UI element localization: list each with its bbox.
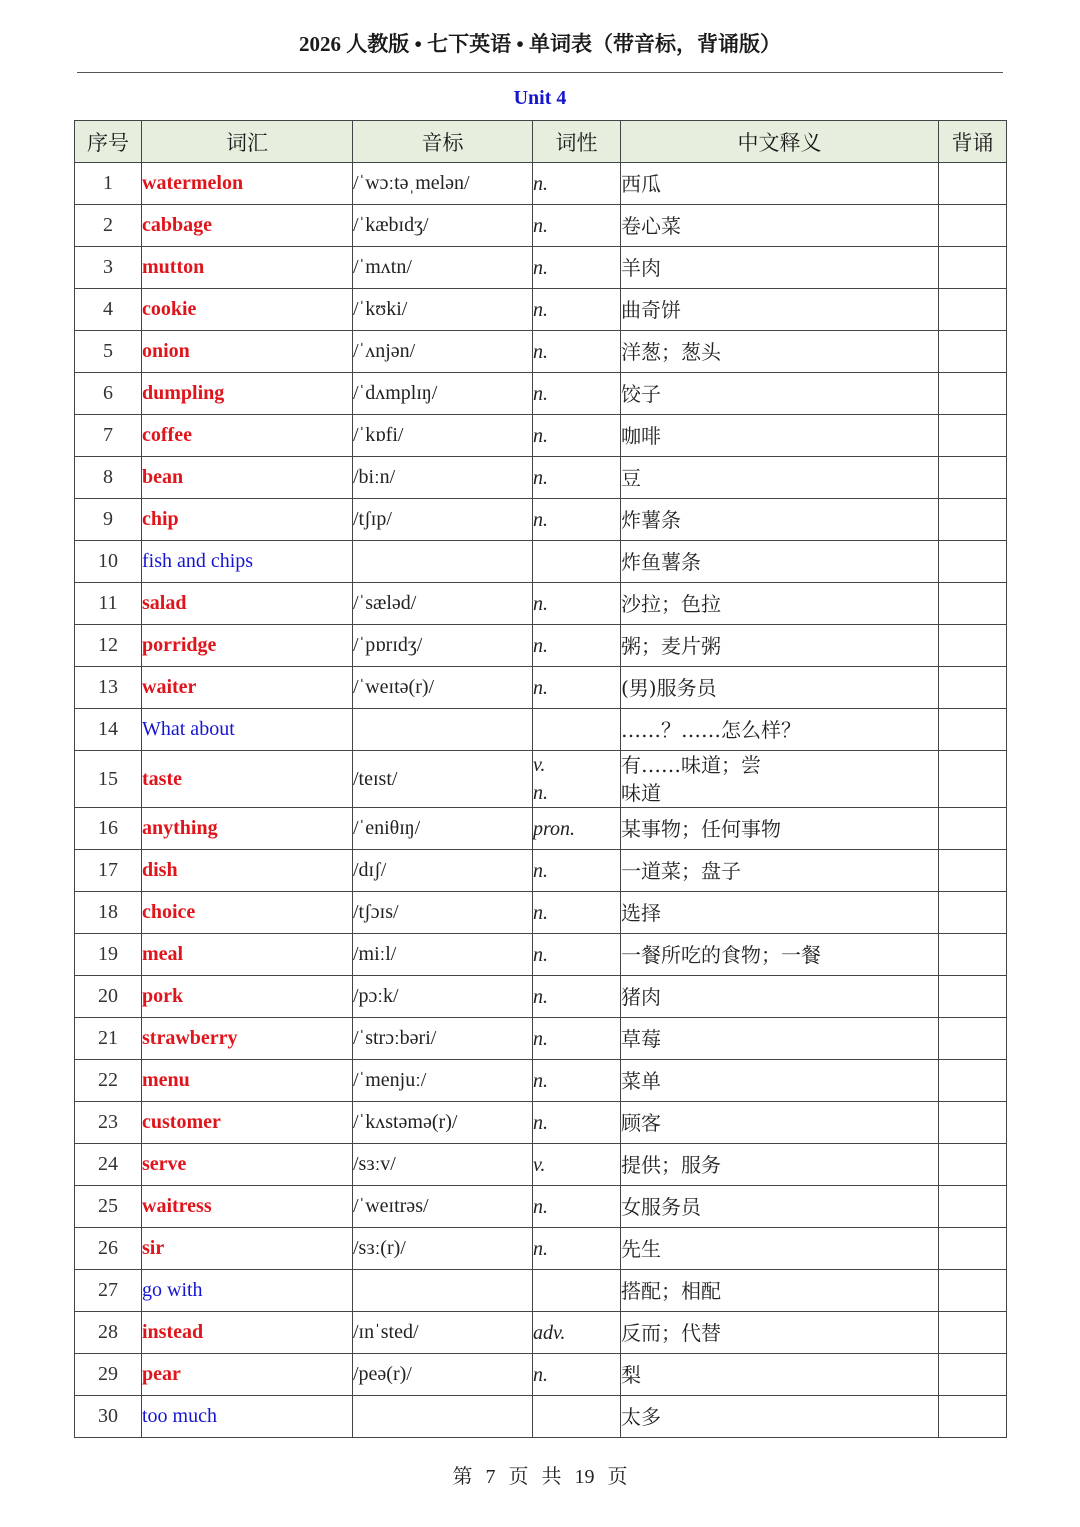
word-text: pork bbox=[142, 976, 353, 1018]
word-text: sir bbox=[142, 1228, 353, 1270]
word-phonetic: /teɪst/ bbox=[353, 751, 533, 808]
recite-checkbox-cell bbox=[939, 415, 1007, 457]
word-text: mutton bbox=[142, 247, 353, 289]
word-chinese-meaning: 卷心菜 bbox=[621, 205, 939, 247]
word-chinese-meaning: 曲奇饼 bbox=[621, 289, 939, 331]
word-part-of-speech: n. bbox=[533, 850, 621, 892]
table-row bbox=[75, 247, 1007, 289]
word-phonetic: /peə(r)/ bbox=[353, 1354, 533, 1396]
word-part-of-speech: n. bbox=[533, 934, 621, 976]
word-text: onion bbox=[142, 331, 353, 373]
word-number: 25 bbox=[75, 1186, 142, 1228]
word-part-of-speech: n. bbox=[533, 205, 621, 247]
word-number: 7 bbox=[75, 415, 142, 457]
word-part-of-speech: n. bbox=[533, 976, 621, 1018]
recite-checkbox-cell bbox=[939, 163, 1007, 205]
word-phonetic: /sɜːv/ bbox=[353, 1144, 533, 1186]
word-part-of-speech bbox=[533, 1270, 621, 1312]
word-number: 14 bbox=[75, 709, 142, 751]
recite-checkbox-cell bbox=[939, 541, 1007, 583]
word-phonetic: /tʃɔɪs/ bbox=[353, 892, 533, 934]
document-header-title: 2026 人教版 • 七下英语 • 单词表（带音标，背诵版） bbox=[299, 32, 781, 56]
recite-checkbox-cell bbox=[939, 1144, 1007, 1186]
word-text: dish bbox=[142, 850, 353, 892]
word-part-of-speech: n. bbox=[533, 1228, 621, 1270]
word-text: meal bbox=[142, 934, 353, 976]
recite-checkbox-cell bbox=[939, 1060, 1007, 1102]
word-phonetic bbox=[353, 541, 533, 583]
table-row bbox=[75, 850, 1007, 892]
table-row bbox=[75, 457, 1007, 499]
word-number: 27 bbox=[75, 1270, 142, 1312]
word-chinese-meaning: 太多 bbox=[621, 1396, 939, 1438]
table-row bbox=[75, 892, 1007, 934]
word-part-of-speech: n. bbox=[533, 1102, 621, 1144]
table-row bbox=[75, 1396, 1007, 1438]
word-number: 30 bbox=[75, 1396, 142, 1438]
word-part-of-speech: n. bbox=[533, 415, 621, 457]
table-row bbox=[75, 205, 1007, 247]
header-recite: 背诵 bbox=[939, 121, 1007, 163]
word-part-of-speech: v. bbox=[533, 1144, 621, 1186]
recite-checkbox-cell bbox=[939, 1228, 1007, 1270]
word-phonetic bbox=[353, 1396, 533, 1438]
word-number: 13 bbox=[75, 667, 142, 709]
table-row bbox=[75, 1018, 1007, 1060]
word-chinese-meaning: 菜单 bbox=[621, 1060, 939, 1102]
table-row bbox=[75, 541, 1007, 583]
word-number: 24 bbox=[75, 1144, 142, 1186]
recite-checkbox-cell bbox=[939, 1270, 1007, 1312]
word-phonetic: /biːn/ bbox=[353, 457, 533, 499]
recite-checkbox-cell bbox=[939, 667, 1007, 709]
table-row bbox=[75, 1354, 1007, 1396]
word-chinese-meaning: 一餐所吃的食物；一餐 bbox=[621, 934, 939, 976]
word-chinese-meaning: 洋葱；葱头 bbox=[621, 331, 939, 373]
word-number: 22 bbox=[75, 1060, 142, 1102]
word-number: 11 bbox=[75, 583, 142, 625]
word-phonetic bbox=[353, 1270, 533, 1312]
word-part-of-speech: n. bbox=[533, 163, 621, 205]
word-text: salad bbox=[142, 583, 353, 625]
recite-checkbox-cell bbox=[939, 850, 1007, 892]
recite-checkbox-cell bbox=[939, 331, 1007, 373]
table-row bbox=[75, 1144, 1007, 1186]
word-number: 10 bbox=[75, 541, 142, 583]
word-chinese-meaning: 先生 bbox=[621, 1228, 939, 1270]
table-row bbox=[75, 331, 1007, 373]
word-text: waitress bbox=[142, 1186, 353, 1228]
word-text: fish and chips bbox=[142, 541, 353, 583]
word-chinese-meaning: 提供；服务 bbox=[621, 1144, 939, 1186]
vocabulary-table bbox=[74, 120, 1007, 1438]
table-row bbox=[75, 1060, 1007, 1102]
word-text: menu bbox=[142, 1060, 353, 1102]
word-part-of-speech: n. bbox=[533, 1018, 621, 1060]
header-chinese-meaning: 中文释义 bbox=[621, 121, 939, 163]
word-chinese-meaning: 女服务员 bbox=[621, 1186, 939, 1228]
word-phonetic: /ˈkæbɪdʒ/ bbox=[353, 205, 533, 247]
word-phonetic bbox=[353, 709, 533, 751]
word-chinese-meaning: 搭配；相配 bbox=[621, 1270, 939, 1312]
recite-checkbox-cell bbox=[939, 976, 1007, 1018]
word-number: 28 bbox=[75, 1312, 142, 1354]
word-part-of-speech: n. bbox=[533, 1060, 621, 1102]
word-chinese-meaning: 顾客 bbox=[621, 1102, 939, 1144]
page-footer: 第 7 页 共 19 页 bbox=[452, 1466, 628, 1488]
table-row bbox=[75, 1186, 1007, 1228]
word-chinese-meaning: 粥；麦片粥 bbox=[621, 625, 939, 667]
recite-checkbox-cell bbox=[939, 289, 1007, 331]
table-body bbox=[75, 163, 1007, 1438]
word-part-of-speech: n. bbox=[533, 331, 621, 373]
word-part-of-speech bbox=[533, 541, 621, 583]
word-text: taste bbox=[142, 751, 353, 808]
recite-checkbox-cell bbox=[939, 709, 1007, 751]
word-part-of-speech: n. bbox=[533, 289, 621, 331]
recite-checkbox-cell bbox=[939, 1018, 1007, 1060]
word-chinese-meaning: 某事物；任何事物 bbox=[621, 808, 939, 850]
word-chinese-meaning: 饺子 bbox=[621, 373, 939, 415]
word-chinese-meaning: 梨 bbox=[621, 1354, 939, 1396]
header-serial-number: 序号 bbox=[75, 121, 142, 163]
recite-checkbox-cell bbox=[939, 625, 1007, 667]
word-text: go with bbox=[142, 1270, 353, 1312]
recite-checkbox-cell bbox=[939, 247, 1007, 289]
word-number: 20 bbox=[75, 976, 142, 1018]
word-number: 15 bbox=[75, 751, 142, 808]
word-chinese-meaning: 咖啡 bbox=[621, 415, 939, 457]
word-chinese-meaning: 羊肉 bbox=[621, 247, 939, 289]
table-row bbox=[75, 163, 1007, 205]
table-row bbox=[75, 934, 1007, 976]
word-chinese-meaning: 西瓜 bbox=[621, 163, 939, 205]
word-phonetic: /ˈʌnjən/ bbox=[353, 331, 533, 373]
header-phonetic: 音标 bbox=[353, 121, 533, 163]
word-chinese-meaning: 反而；代替 bbox=[621, 1312, 939, 1354]
word-text: strawberry bbox=[142, 1018, 353, 1060]
table-row bbox=[75, 667, 1007, 709]
word-chinese-meaning: 沙拉；色拉 bbox=[621, 583, 939, 625]
word-text: bean bbox=[142, 457, 353, 499]
table-row bbox=[75, 1102, 1007, 1144]
recite-checkbox-cell bbox=[939, 1186, 1007, 1228]
word-number: 29 bbox=[75, 1354, 142, 1396]
word-part-of-speech: n. bbox=[533, 667, 621, 709]
word-part-of-speech: n. bbox=[533, 499, 621, 541]
recite-checkbox-cell bbox=[939, 1396, 1007, 1438]
word-number: 6 bbox=[75, 373, 142, 415]
word-text: choice bbox=[142, 892, 353, 934]
table-row bbox=[75, 1270, 1007, 1312]
table-row bbox=[75, 751, 1007, 808]
recite-checkbox-cell bbox=[939, 499, 1007, 541]
word-number: 4 bbox=[75, 289, 142, 331]
table-row bbox=[75, 289, 1007, 331]
word-number: 12 bbox=[75, 625, 142, 667]
word-part-of-speech: n. bbox=[533, 625, 621, 667]
word-part-of-speech: n. bbox=[533, 247, 621, 289]
word-part-of-speech bbox=[533, 1396, 621, 1438]
word-text: too much bbox=[142, 1396, 353, 1438]
word-chinese-meaning: 炸薯条 bbox=[621, 499, 939, 541]
word-number: 8 bbox=[75, 457, 142, 499]
word-number: 21 bbox=[75, 1018, 142, 1060]
word-text: anything bbox=[142, 808, 353, 850]
word-phonetic: /ˈkʌstəmə(r)/ bbox=[353, 1102, 533, 1144]
word-phonetic: /sɜː(r)/ bbox=[353, 1228, 533, 1270]
word-chinese-meaning: (男)服务员 bbox=[621, 667, 939, 709]
word-phonetic: /ˈeniθɪŋ/ bbox=[353, 808, 533, 850]
word-phonetic: /ˈmenjuː/ bbox=[353, 1060, 533, 1102]
recite-checkbox-cell bbox=[939, 1312, 1007, 1354]
table-row bbox=[75, 499, 1007, 541]
word-number: 18 bbox=[75, 892, 142, 934]
word-number: 19 bbox=[75, 934, 142, 976]
recite-checkbox-cell bbox=[939, 583, 1007, 625]
word-phonetic: /ˈwɔːtəˌmelən/ bbox=[353, 163, 533, 205]
word-chinese-meaning: 有……味道；尝 味道 bbox=[621, 751, 939, 808]
word-number: 9 bbox=[75, 499, 142, 541]
table-row bbox=[75, 1228, 1007, 1270]
word-text: porridge bbox=[142, 625, 353, 667]
recite-checkbox-cell bbox=[939, 892, 1007, 934]
word-phonetic: /ˈkɒfi/ bbox=[353, 415, 533, 457]
word-chinese-meaning: 猪肉 bbox=[621, 976, 939, 1018]
word-text: customer bbox=[142, 1102, 353, 1144]
word-phonetic: /tʃɪp/ bbox=[353, 499, 533, 541]
unit-title: Unit 4 bbox=[513, 87, 567, 109]
recite-checkbox-cell bbox=[939, 1354, 1007, 1396]
table-row bbox=[75, 709, 1007, 751]
word-chinese-meaning: ……？……怎么样？ bbox=[621, 709, 939, 751]
word-text: pear bbox=[142, 1354, 353, 1396]
word-number: 23 bbox=[75, 1102, 142, 1144]
word-text: watermelon bbox=[142, 163, 353, 205]
word-part-of-speech: adv. bbox=[533, 1312, 621, 1354]
word-phonetic: /miːl/ bbox=[353, 934, 533, 976]
word-part-of-speech: n. bbox=[533, 583, 621, 625]
word-number: 16 bbox=[75, 808, 142, 850]
word-text: cabbage bbox=[142, 205, 353, 247]
word-chinese-meaning: 选择 bbox=[621, 892, 939, 934]
header-divider bbox=[77, 72, 1003, 73]
word-phonetic: /ˈweɪtrəs/ bbox=[353, 1186, 533, 1228]
word-text: What about bbox=[142, 709, 353, 751]
word-number: 26 bbox=[75, 1228, 142, 1270]
word-text: cookie bbox=[142, 289, 353, 331]
word-phonetic: /dɪʃ/ bbox=[353, 850, 533, 892]
word-phonetic: /pɔːk/ bbox=[353, 976, 533, 1018]
word-phonetic: /ɪnˈsted/ bbox=[353, 1312, 533, 1354]
table-row bbox=[75, 808, 1007, 850]
word-text: chip bbox=[142, 499, 353, 541]
word-phonetic: /ˈweɪtə(r)/ bbox=[353, 667, 533, 709]
word-part-of-speech: n. bbox=[533, 373, 621, 415]
word-text: dumpling bbox=[142, 373, 353, 415]
word-chinese-meaning: 一道菜；盘子 bbox=[621, 850, 939, 892]
word-phonetic: /ˈdʌmplɪŋ/ bbox=[353, 373, 533, 415]
recite-checkbox-cell bbox=[939, 808, 1007, 850]
word-chinese-meaning: 草莓 bbox=[621, 1018, 939, 1060]
header-part-of-speech: 词性 bbox=[533, 121, 621, 163]
word-number: 17 bbox=[75, 850, 142, 892]
recite-checkbox-cell bbox=[939, 205, 1007, 247]
table-header-row bbox=[75, 121, 1007, 163]
table-row bbox=[75, 1312, 1007, 1354]
word-number: 2 bbox=[75, 205, 142, 247]
table-row bbox=[75, 625, 1007, 667]
word-number: 3 bbox=[75, 247, 142, 289]
word-part-of-speech: n. bbox=[533, 457, 621, 499]
word-phonetic: /ˈmʌtn/ bbox=[353, 247, 533, 289]
recite-checkbox-cell bbox=[939, 373, 1007, 415]
word-chinese-meaning: 炸鱼薯条 bbox=[621, 541, 939, 583]
word-part-of-speech: v. n. bbox=[533, 751, 621, 808]
word-chinese-meaning: 豆 bbox=[621, 457, 939, 499]
word-part-of-speech: n. bbox=[533, 892, 621, 934]
word-number: 5 bbox=[75, 331, 142, 373]
table-row bbox=[75, 583, 1007, 625]
recite-checkbox-cell bbox=[939, 751, 1007, 808]
recite-checkbox-cell bbox=[939, 457, 1007, 499]
word-phonetic: /ˈsæləd/ bbox=[353, 583, 533, 625]
word-phonetic: /ˈkʊki/ bbox=[353, 289, 533, 331]
word-text: serve bbox=[142, 1144, 353, 1186]
word-phonetic: /ˈstrɔːbəri/ bbox=[353, 1018, 533, 1060]
word-part-of-speech bbox=[533, 709, 621, 751]
word-part-of-speech: pron. bbox=[533, 808, 621, 850]
word-text: waiter bbox=[142, 667, 353, 709]
table-row bbox=[75, 415, 1007, 457]
word-part-of-speech: n. bbox=[533, 1354, 621, 1396]
table-row bbox=[75, 373, 1007, 415]
word-text: coffee bbox=[142, 415, 353, 457]
header-vocabulary: 词汇 bbox=[142, 121, 353, 163]
word-phonetic: /ˈpɒrɪdʒ/ bbox=[353, 625, 533, 667]
word-part-of-speech: n. bbox=[533, 1186, 621, 1228]
word-number: 1 bbox=[75, 163, 142, 205]
word-text: instead bbox=[142, 1312, 353, 1354]
table-row bbox=[75, 976, 1007, 1018]
recite-checkbox-cell bbox=[939, 1102, 1007, 1144]
recite-checkbox-cell bbox=[939, 934, 1007, 976]
